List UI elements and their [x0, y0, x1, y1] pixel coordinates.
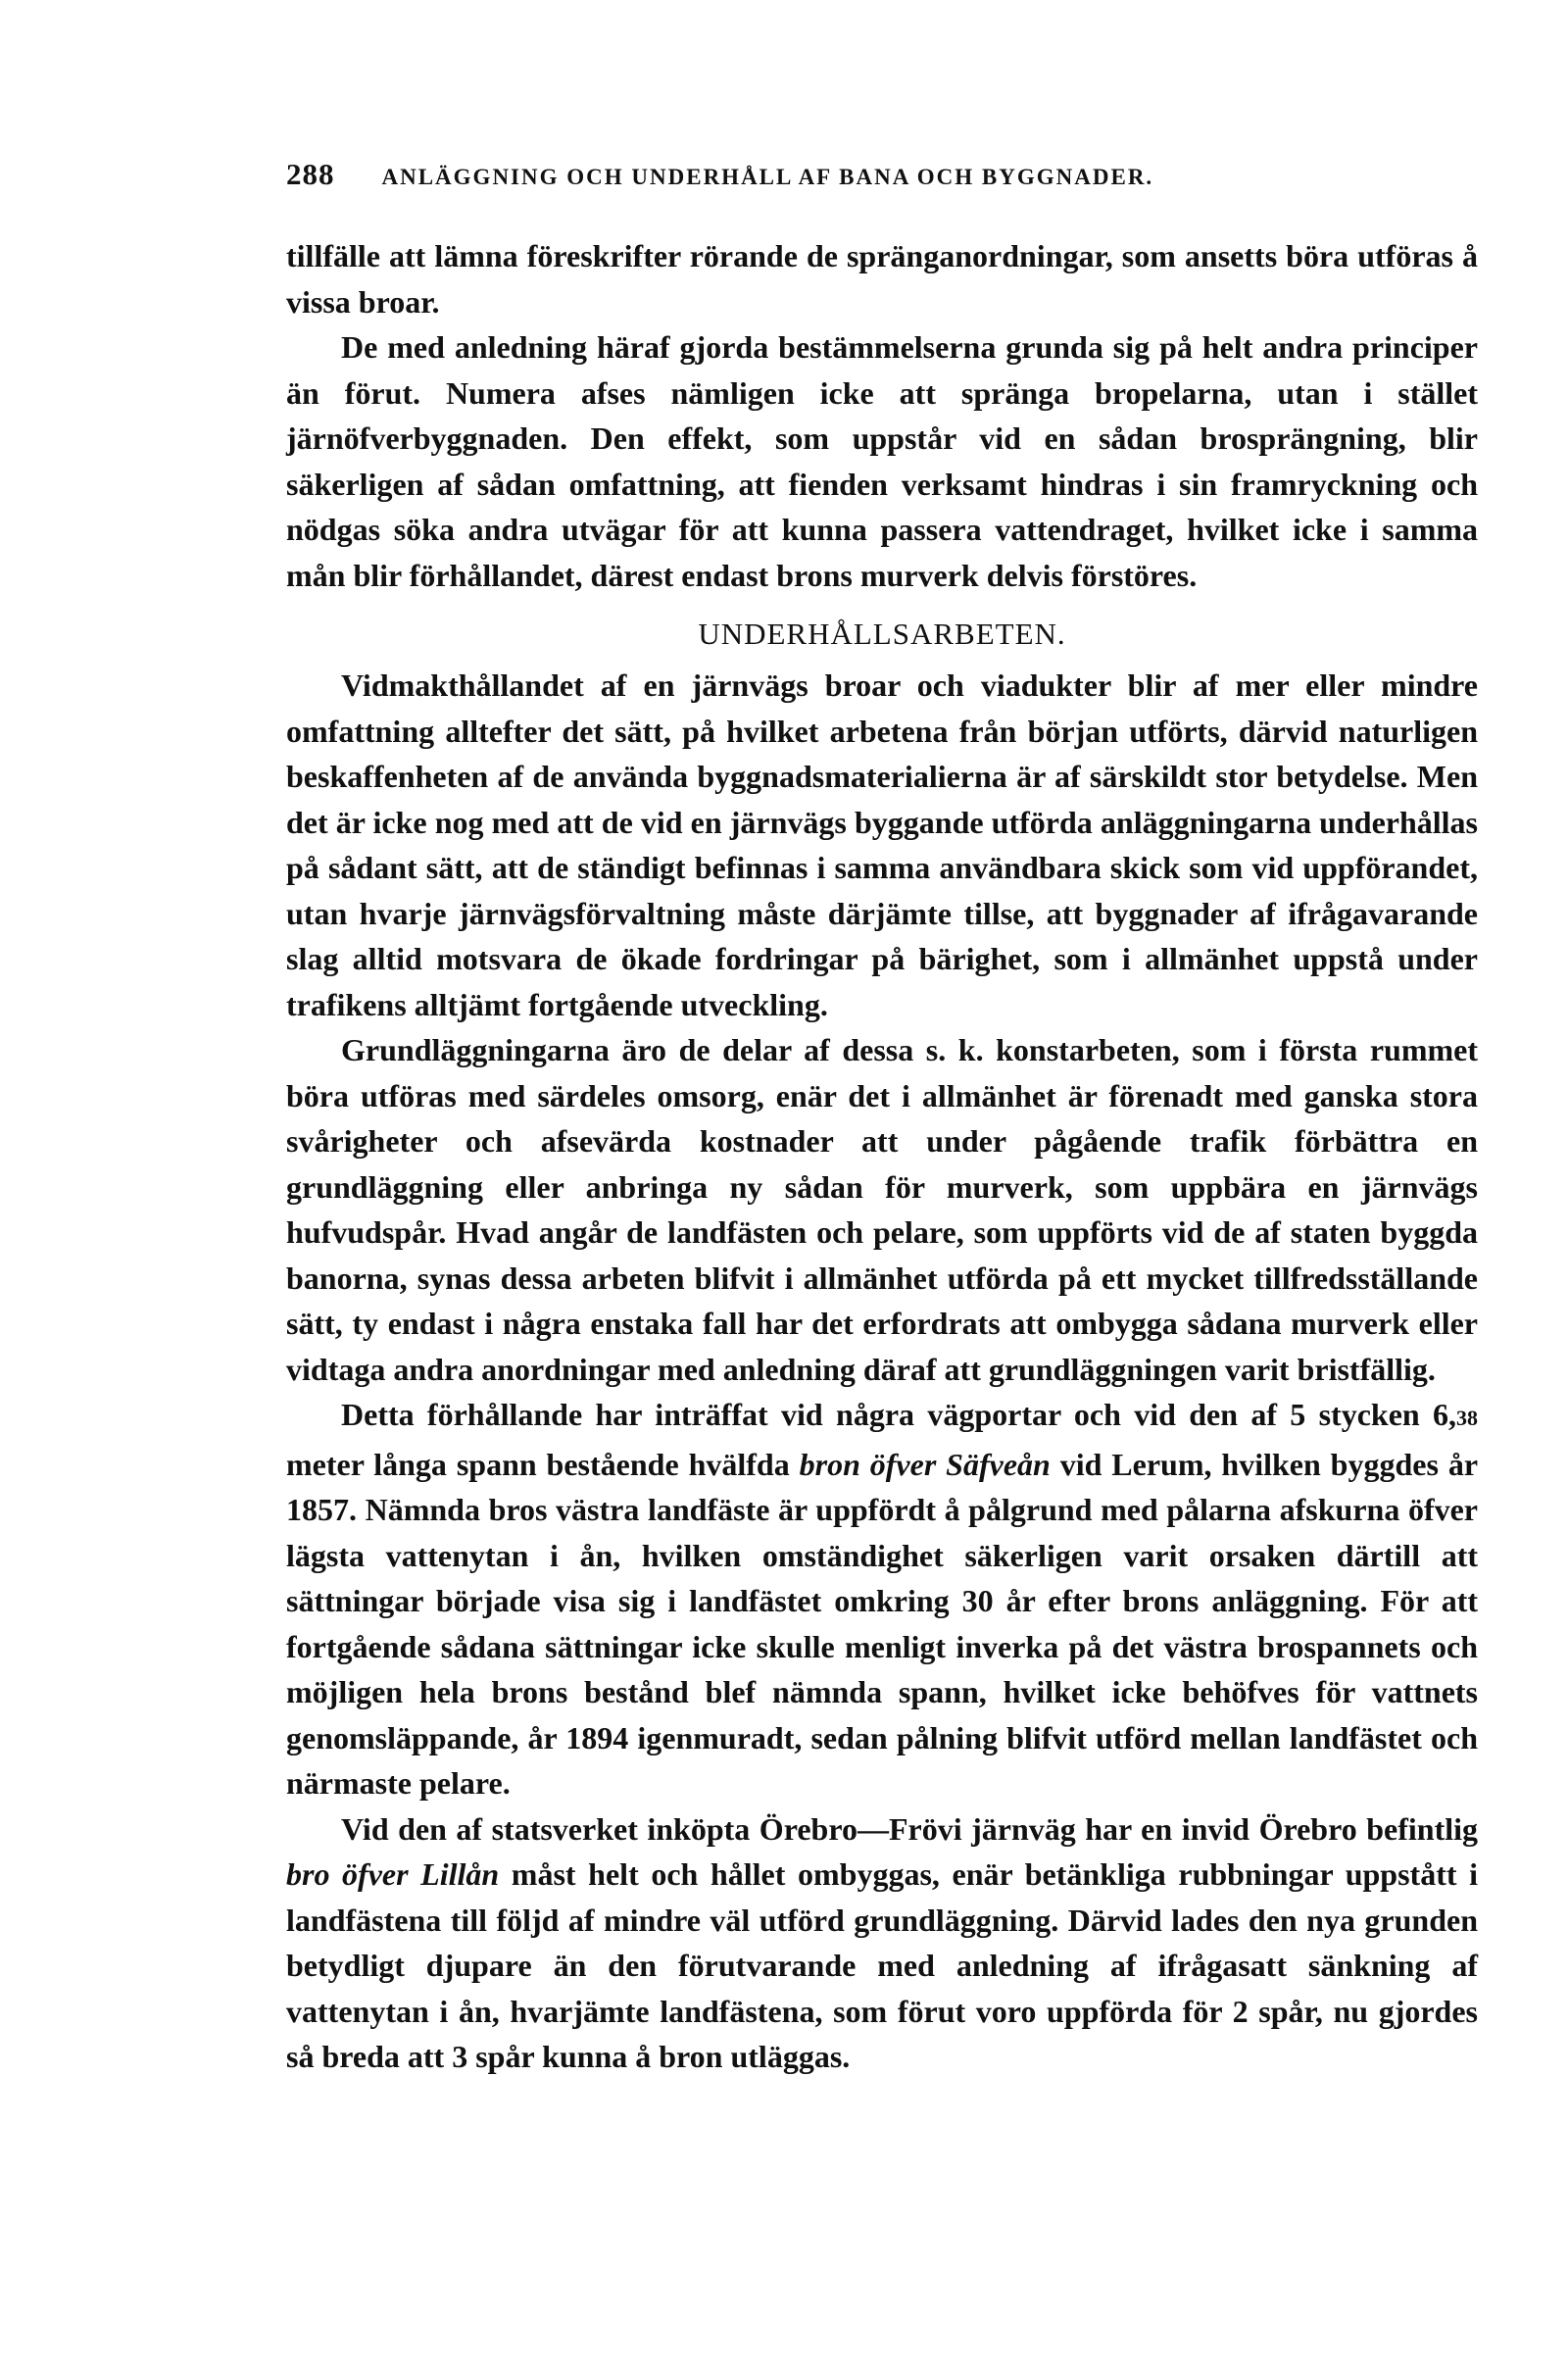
paragraph [286, 1392, 1478, 1806]
text-run: vid Lerum, hvilken byggdes år 1857. Nämnda bros västra landfäste är uppfördt å pålgrund med pålarna afskurna öfver lägsta vattenytan i ån, hvilken omständighet säkerligen varit orsaken därtill att sättningar började visa sig i landfästet omkring 30 år efter brons anläggning. För att fortgående sådana sättningar icke skulle menligt inverka på det västra brospannets och möjligen hela brons bestånd blef nämnda spann, hvilket icke behöfves för vattnets genomsläppande, år 1894 igenmuradt, sedan pålning blifvit utförd mellan landfästet och närmaste pelare. [286, 1446, 1479, 1801]
section-heading: UNDERHÅLLSARBETEN. [698, 617, 1066, 651]
decimal-digits: 38 [1456, 1406, 1478, 1430]
text-run: meter långa spann bestående hvälfda [286, 1446, 800, 1482]
paragraph-continuation: tillfälle att lämna föreskrifter rörande de spränganordningar, som ansetts böra utföras å vissa broar. [286, 238, 1478, 320]
italic-bridge-name: bro öfver Lillån [286, 1856, 500, 1892]
paragraph: Grundläggningarna äro de delar af dessa s. k. konstarbeten, som i första rummet böra utföras med särdeles omsorg, enär det i allmänhet är förenadt med ganska stora svårigheter och afsevärda kostnader att under pågående trafik förbättra en grundläggning eller anbringa ny sådan för murverk, som uppbära en järnvägs hufvudspår. Hvad angår de landfästen och pelare, som uppförts vid de af staten byggda banorna, synas dessa arbeten blifvit i allmänhet utförda på ett mycket tillfredsställande sätt, ty endast i några enstaka fall har det erfordrats att ombygga sådana murverk eller vidtaga andra anordningar med anledning däraf att grundläggningen varit bristfällig. [286, 1032, 1478, 1387]
page-number: 288 [286, 157, 335, 191]
paragraph: De med anledning häraf gjorda bestämmelserna grunda sig på helt andra principer än förut. Numera afses nämligen icke att spränga bropelarna, utan i stället järnöfverbyggnaden. Den effekt, som uppstår vid en sådan brosprängning, blir säkerligen af sådan omfattning, att fienden verksamt hindras i sin framryckning och nödgas söka andra utvägar för att kunna passera vattendraget, hvilket icke i samma mån blir förhållandet, därest endast brons murverk delvis förstöres. [286, 329, 1478, 593]
body-text [286, 233, 1478, 2080]
running-header [286, 157, 1478, 206]
book-page [286, 157, 1478, 2080]
paragraph [286, 1806, 1478, 2080]
running-title: ANLÄGGNING OCH UNDERHÅLL AF BANA OCH BYGGNADER. [381, 165, 1154, 189]
paragraph: Vidmakthållandet af en järnvägs broar och viadukter blir af mer eller mindre omfattning alltefter det sätt, på hvilket arbetena från början utförts, därvid naturligen beskaffenheten af de använda byggnadsmaterialierna är af särskildt stor betydelse. Men det är icke nog med att de vid en järnvägs byggande utförda anläggningarna underhållas på sådant sätt, att de ständigt befinnas i samma användbara skick som vid uppförandet, utan hvarje järnvägsförvaltning måste därjämte tillse, att byggnader af ifrågavarande slag alltid motsvara de ökade fordringar på bärighet, som i allmänhet uppstå under trafikens alltjämt fortgående utveckling. [286, 667, 1478, 1022]
text-run: måst helt och hållet ombyggas, enär betänkliga rubbningar uppstått i landfästena till följd af mindre väl utförd grundläggning. Därvid lades den nya grunden betydligt djupare än den förutvarande med anledning af ifrågasatt sänkning af vattenytan i ån, hvarjämte landfästena, som förut voro uppförda för 2 spår, nu gjordes så breda att 3 spår kunna å bron utläggas. [286, 1856, 1479, 2074]
text-run: Vid den af statsverket inköpta Örebro—Frövi järnväg har en invid Örebro befintlig [341, 1810, 1478, 1847]
text-run: Detta förhållande har inträffat vid några vägportar och vid den af 5 stycken 6, [341, 1397, 1456, 1432]
italic-bridge-name: bron öfver Säfveån [799, 1446, 1051, 1482]
